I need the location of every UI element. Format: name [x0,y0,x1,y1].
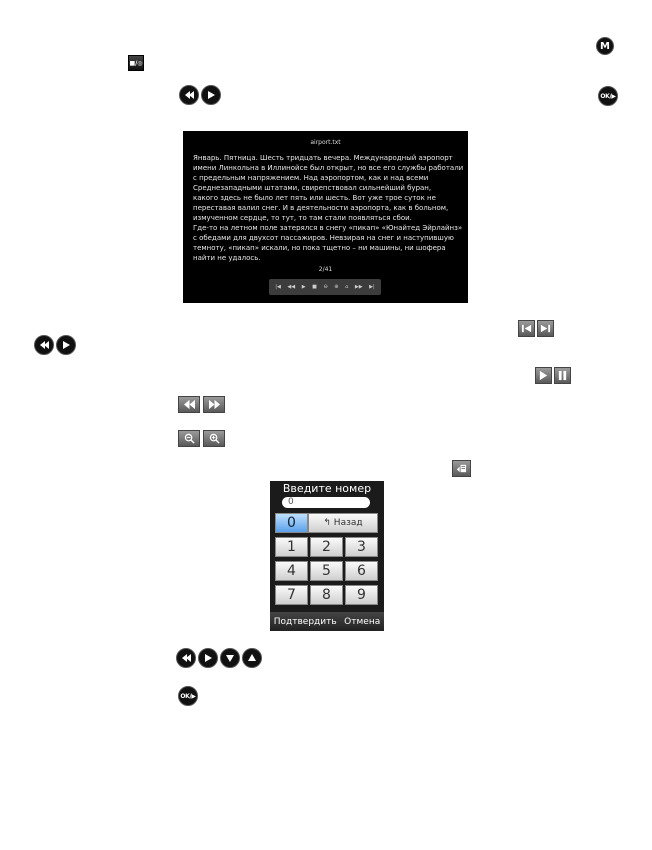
back-button[interactable] [308,513,378,533]
back-arrow-icon: ↰ [323,518,331,528]
zoom-in-icon: ⊕ [334,284,339,290]
reader-line: с предельным напряжением. Над аэропортом, как и над всеми [193,174,429,182]
zoom-out-icon: ⊖ [323,284,328,290]
key-6[interactable]: 6 [345,561,378,581]
up-arrow-icon [242,648,262,668]
fast-forward-icon [203,396,225,413]
key-2[interactable]: 2 [310,537,343,557]
rewind-icon: ◀◀ [287,284,296,290]
ok-icon [598,86,618,106]
play-icon: ▶ [301,284,306,290]
key-9[interactable]: 9 [345,585,378,605]
ok-icon-label: OK/▶ [600,92,616,100]
key-1[interactable]: 1 [275,537,308,557]
confirm-button[interactable]: Подтвердить [273,616,337,627]
goto-page-icon: ⌂ [345,284,349,290]
prev-track-icon: |◀ [275,284,281,290]
play-stop-icon-label: ■/◎ [129,59,143,67]
next-page-icon [537,320,554,337]
zoom-in-icon [203,430,225,447]
dialog-title: Введите номер [282,482,372,495]
reader-line: с обедами для двухсот пассажиров. Невзирая на снег и наступившую [193,234,454,242]
reader-control-bar [269,279,381,295]
back-button-label: Назад [333,518,363,528]
rewind-icon [178,396,200,413]
key-4[interactable]: 4 [275,561,308,581]
down-arrow-icon [220,648,240,668]
left-arrow-icon [176,648,196,668]
dialog-action-bar [270,612,384,631]
pause-icon [554,367,571,384]
reader-line: Январь. Пятница. Шесть тридцать вечера. Международный аэропорт [193,154,453,162]
right-arrow-icon [201,85,221,105]
left-arrow-icon [34,335,54,355]
left-arrow-icon [179,85,199,105]
next-track-icon: ▶| [369,284,375,290]
stop-icon: ■ [312,284,317,290]
reader-line: какого здесь не было лет пять или шесть. Вот уже трое суток не [193,194,436,202]
menu-icon-label: M [600,40,610,52]
fast-forward-icon: ▶▶ [354,284,363,290]
right-arrow-icon [198,648,218,668]
key-7[interactable]: 7 [275,585,308,605]
play-stop-icon [128,55,144,71]
reader-line: имени Линкольна в Иллинойсе был открыт, но все его службы работали [193,164,464,172]
reader-line: найти не удалось. [193,254,261,262]
cancel-button[interactable]: Отмена [344,616,381,627]
reader-line: Среднезападными штатами, свирепствовал сильнейший буран, [193,184,432,192]
ok-icon-label: OK/▶ [180,692,196,700]
reader-page-number: 2/41 [318,266,333,273]
ok-icon [178,686,198,706]
page-number-input[interactable]: 0 [282,497,370,508]
right-arrow-icon [56,335,76,355]
zoom-out-icon [178,430,200,447]
reader-line: переставая валил снег. И в деятельности аэропорта, как в больном, [193,204,449,212]
page-number-dialog [270,481,384,631]
key-3[interactable]: 3 [345,537,378,557]
play-icon [535,367,552,384]
reader-text [193,153,464,263]
menu-icon [596,37,614,55]
reader-title: airport.txt [310,139,341,146]
goto-page-icon [452,460,471,477]
key-5[interactable]: 5 [310,561,343,581]
reader-line: измученном сердце, то тут, то там стали появляться сбои. [193,214,412,222]
key-0[interactable]: 0 [275,513,308,533]
reader-line: темноту, «пикап» искали, но пока тщетно – ни машины, ни шофера [193,244,446,252]
prev-page-icon [518,320,535,337]
reader-screenshot [183,131,468,303]
reader-line: Где-то на летном поле затерялся в снегу «пикап» «Юнайтед Эйрлайнз» [193,224,463,232]
key-8[interactable]: 8 [310,585,343,605]
